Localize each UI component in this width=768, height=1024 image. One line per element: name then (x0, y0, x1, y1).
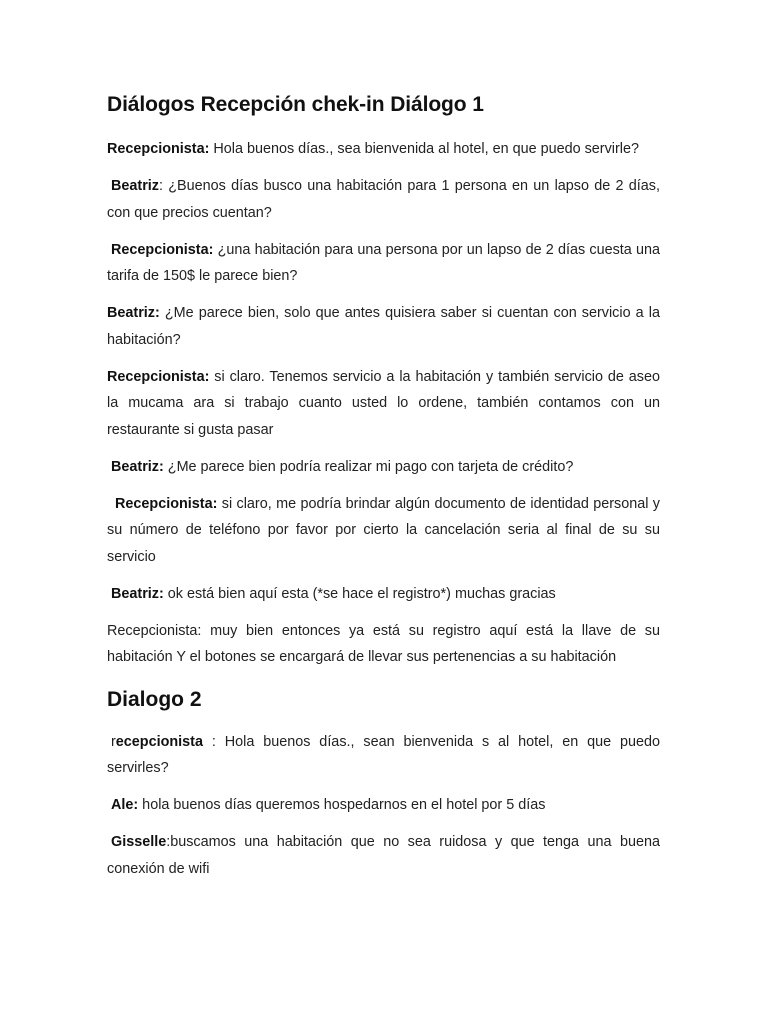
dialogue-line (107, 300, 660, 353)
dialogue-line (107, 173, 660, 226)
dialogue-line (107, 792, 660, 819)
speaker-name: Gisselle (111, 834, 167, 850)
dialogue-text: si claro, me podría brindar algún documento de identidad personal y su número de teléfono por favor por cierto la cancelación seria al final de su su servicio (107, 495, 660, 565)
speaker-name: Recepcionista: (107, 368, 210, 385)
section-title: Dialogo 2 (107, 687, 202, 711)
dialogue-line (107, 454, 660, 481)
document-page (107, 88, 660, 893)
dialogue-text: :buscamos una habitación que no sea ruidosa y que tenga una buena conexión de wifi (107, 834, 660, 877)
speaker-name: Recepcionista: (115, 495, 218, 512)
speaker-name: Recepcionista: (111, 241, 214, 258)
dialogue-text: Recepcionista: muy bien entonces ya está su registro aquí está la llave de su habitación Y el botones se encargará de llevar sus pertenencias a su habitación (107, 622, 660, 665)
speaker-name: Beatriz: (111, 458, 164, 475)
dialogue-text: ¿una habitación para una persona por un lapso de 2 días cuesta una tarifa de 150$ le parece bien? (107, 241, 660, 284)
dialogue-line (107, 618, 660, 671)
dialogue-text: : ¿Buenos días busco una habitación para 1 persona en un lapso de 2 días, con que precios cuentan? (107, 178, 660, 221)
dialogue-line (107, 136, 660, 163)
dialogue-text: si claro. Tenemos servicio a la habitación y también servicio de aseo la mucama ara si trabajo cuanto usted lo ordene, también contamos con un restaurante si gusta pasar (107, 368, 660, 438)
speaker-prefix: r (111, 733, 116, 750)
dialogue-line (107, 364, 660, 444)
dialogue-text: Hola buenos días., sea bienvenida al hotel, en que puedo servirle? (209, 141, 639, 157)
dialogue-line (107, 729, 660, 782)
dialogue-text: ok está bien aquí esta (*se hace el registro*) muchas gracias (163, 585, 556, 602)
speaker-name: ecepcionista (115, 733, 203, 750)
dialogue-text: ¿Me parece bien podría realizar mi pago con tarjeta de crédito? (163, 458, 574, 475)
document-title: Diálogos Recepción chek-in Diálogo 1 (107, 93, 484, 116)
dialogue-text: ¿Me parece bien, solo que antes quisiera saber si cuentan con servicio a la habitación? (107, 305, 660, 348)
speaker-name: Beatriz: (107, 305, 160, 321)
dialogue-line (107, 491, 660, 571)
dialogue-line (107, 829, 660, 882)
dialogue-line (107, 581, 660, 608)
speaker-name: Beatriz (111, 178, 159, 194)
speaker-name: Ale: (111, 797, 139, 813)
speaker-name: Beatriz: (111, 585, 164, 602)
dialogue-text: : Hola buenos días., sean bienvenida s al hotel, en que puedo servirles? (107, 733, 660, 776)
speaker-name: Recepcionista: (107, 141, 210, 157)
dialogue-line (107, 237, 660, 290)
dialogue-text: hola buenos días queremos hospedarnos en el hotel por 5 días (138, 797, 546, 813)
